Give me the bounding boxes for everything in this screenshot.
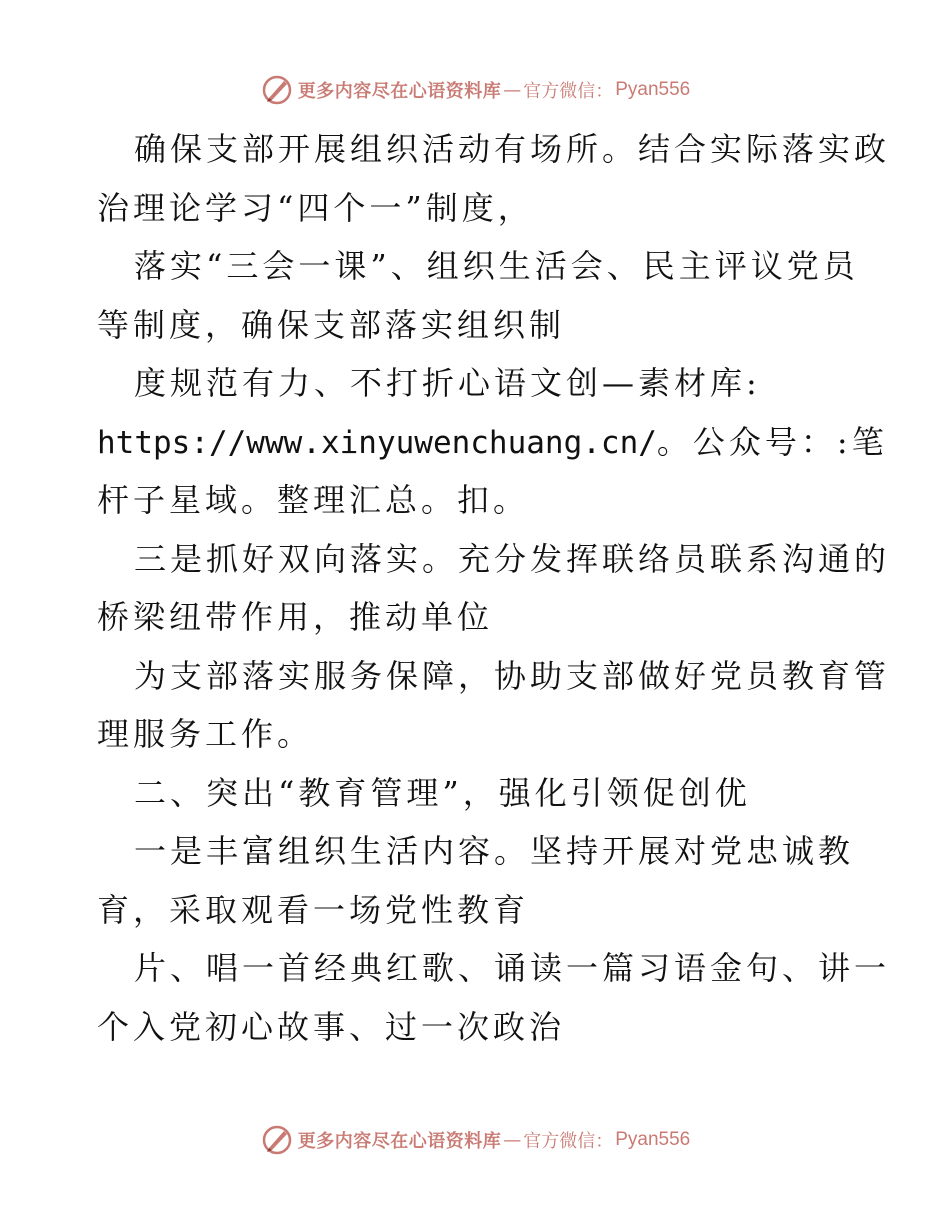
text-line-rest: 。公众号：:笔 xyxy=(656,422,888,461)
footer-banner-text: 更多内容尽在心语资料库 xyxy=(297,1131,502,1152)
text-line: 三是抓好双向落实。充分发挥联络员联系沟通的 xyxy=(134,539,891,578)
text-line: 落实“三会一课”、组织生活会、民主评议党员 xyxy=(134,247,859,285)
header-banner-text: 更多内容尽在心语资料库 xyxy=(297,81,502,102)
text-line: 育，采取观看一场党性教育 xyxy=(97,890,530,929)
text-line: 度规范有力、不打折心语文创—素材库: xyxy=(134,364,761,402)
text-line: 杆子星域。整理汇总。扣。 xyxy=(97,481,530,519)
text-line: 等制度，确保支部落实组织制 xyxy=(97,305,566,344)
footer-banner-separator: — xyxy=(503,1129,522,1151)
text-line: 桥梁纽带作用，推动单位 xyxy=(97,598,494,636)
text-line-url xyxy=(97,413,888,472)
text-line: 个入党初心故事、过一次政治 xyxy=(97,1007,566,1046)
text-line: 片、唱一首经典红歌、诵读一篇习语金句、讲一 xyxy=(134,949,891,987)
header-banner-separator: — xyxy=(503,79,522,101)
quill-pen-icon xyxy=(260,1123,294,1157)
footer-wechat-id: Pyan556 xyxy=(615,1129,691,1150)
header-banner xyxy=(0,70,950,110)
footer-wechat-label: 官方微信： xyxy=(523,1131,614,1152)
text-line: 理服务工作。 xyxy=(97,715,314,753)
quill-pen-icon xyxy=(260,73,294,107)
document-body xyxy=(97,120,891,1056)
text-line: 确保支部开展组织活动有场所。结合实际落实政 xyxy=(134,130,891,168)
text-line: 为支部落实服务保障，协助支部做好党员教育管 xyxy=(134,656,891,695)
header-wechat-label: 官方微信： xyxy=(523,81,614,102)
text-line: 治理论学习“四个一”制度， xyxy=(97,188,534,227)
header-wechat-id: Pyan556 xyxy=(615,79,691,100)
section-heading: 二、突出“教育管理”，强化引领促创优 xyxy=(134,773,751,812)
text-line: 一是丰富组织生活内容。坚持开展对党忠诚教 xyxy=(134,832,855,870)
source-url-link[interactable]: https://www.xinyuwenchuang.cn/ xyxy=(97,424,657,461)
footer-banner xyxy=(0,1120,950,1160)
